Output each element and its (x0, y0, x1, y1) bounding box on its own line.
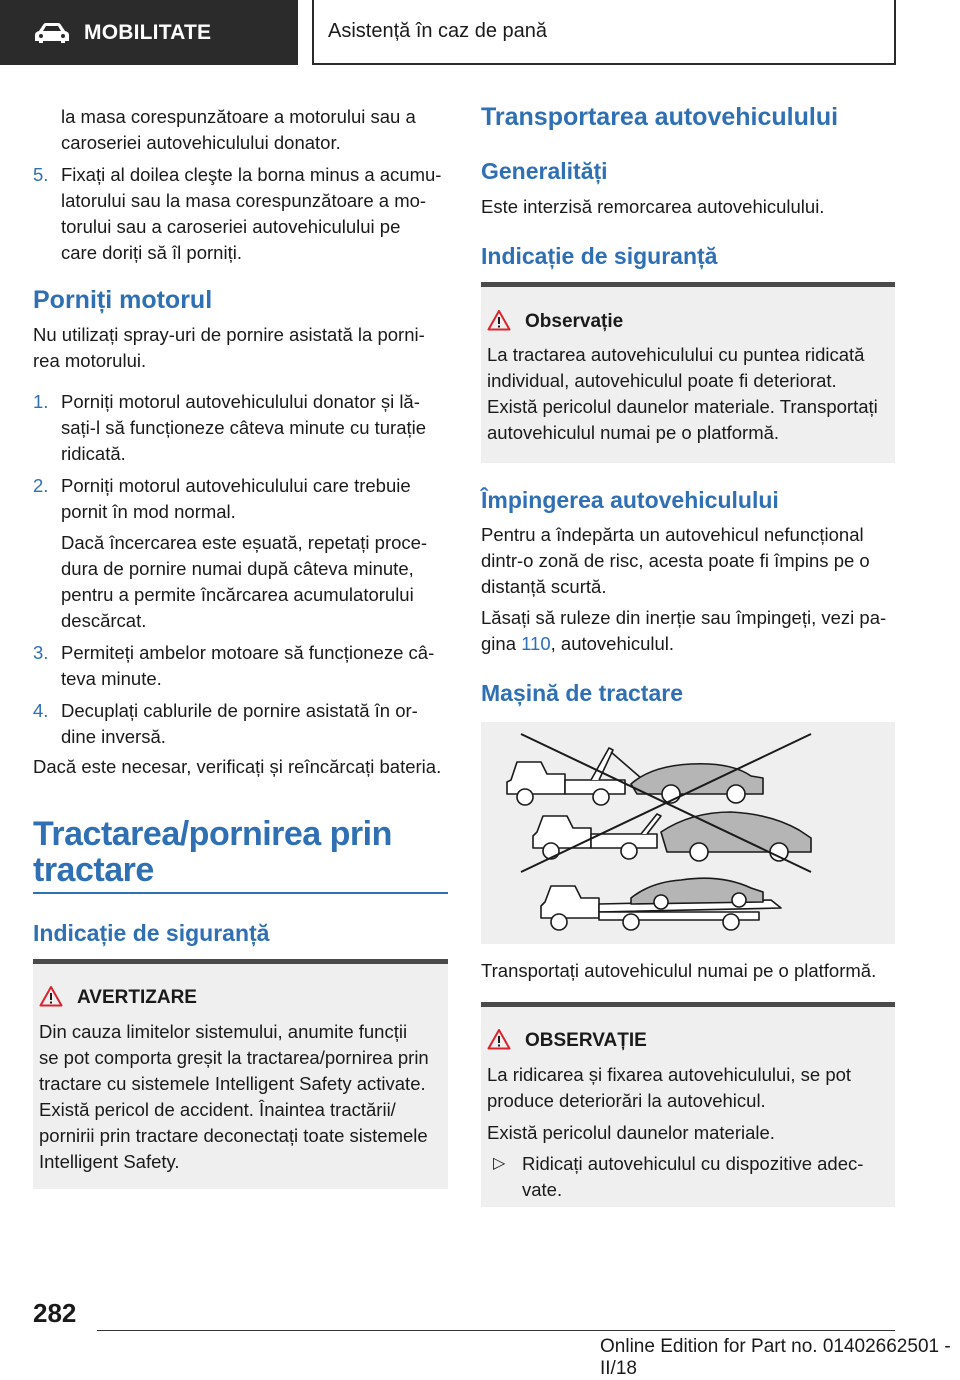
notice-line: individual, autovehiculul poate fi deteriorat. (487, 370, 837, 391)
notice-line: Există pericolul daunelor materiale. Transportați (487, 396, 878, 417)
chapter-header (312, 0, 896, 65)
figure-caption: Transportați autovehiculul numai pe o platformă. (481, 960, 877, 981)
general-heading: Generalități (481, 158, 608, 184)
towtruck-heading: Mașină de tractare (481, 680, 683, 706)
step-line: Permiteți ambelor motoare să funcționeze câ- (61, 642, 435, 663)
warning-line: Există pericol de accident. Înaintea tractării/ (39, 1099, 396, 1120)
step-line: dura de pornire numai după câteva minute, (61, 558, 414, 579)
general-text: Este interzisă remorcarea autovehiculului. (481, 196, 825, 217)
bullet-line: Ridicați autovehiculul cu dispozitive adec- (522, 1153, 864, 1174)
push-heading: Împingerea autovehiculului (481, 487, 779, 513)
safety-heading: Indicație de siguranță (33, 920, 270, 946)
car-icon (34, 22, 70, 44)
push-ref-prefix: gina (481, 633, 522, 654)
warning-line: pornirii prin tractare deconectați toate sistemele (39, 1125, 428, 1146)
push-line: Pentru a îndepărta un autovehicul nefuncțional (481, 524, 864, 545)
push-line: dintr-o zonă de risc, acesta poate fi împins pe o (481, 550, 870, 571)
warning-triangle-icon (487, 1028, 511, 1050)
tow-heading: tractare (33, 851, 154, 889)
notice-title: OBSERVAȚIE (525, 1030, 647, 1051)
step-line: teva minute. (61, 668, 162, 689)
step-number: 3. (33, 642, 49, 663)
step-line: Decuplați cablurile de pornire asistată în or- (61, 700, 418, 721)
tow-heading: Tractarea/pornirea prin (33, 815, 392, 853)
step-line: torului sau a caroseriei autovehiculului pe (61, 216, 401, 237)
step-line: care doriți să îl porniți. (61, 242, 242, 263)
notice-line: La tractarea autovehiculului cu puntea ridicată (487, 344, 865, 365)
warning-title: AVERTIZARE (77, 987, 197, 1008)
push-ref-suffix: , autovehiculul. (550, 633, 675, 654)
page-link[interactable]: 110 (521, 633, 551, 654)
warning-triangle-icon (487, 309, 511, 331)
start-engine-heading: Porniți motorul (33, 286, 213, 314)
step-line: Fixați al doilea cleşte la borna minus a acumu- (61, 164, 442, 185)
step-line: Porniți motorul autovehiculului donator și lă- (61, 391, 420, 412)
push-line: distanță scurtă. (481, 576, 607, 597)
page-number: 282 (33, 1298, 77, 1328)
step-line: descărcat. (61, 610, 147, 631)
step-line: latorului sau la masa corespunzătoare a mo- (61, 190, 427, 211)
step-line: pentru a permite încărcarea acumulatorului (61, 584, 414, 605)
warning-line: Intelligent Safety. (39, 1151, 180, 1172)
notice-line: La ridicarea și fixarea autovehiculului, se pot (487, 1064, 852, 1085)
notice-line: produce deteriorări la autovehicul. (487, 1090, 766, 1111)
closing-text: Dacă este necesar, verificați și reîncărcați bateria. (33, 756, 442, 777)
step-line: Dacă încercarea este eșuată, repetați proce- (61, 532, 428, 553)
section-tab[interactable] (0, 0, 298, 65)
step-number: 5. (33, 164, 49, 185)
notice-title: Observație (525, 311, 624, 332)
step-number: 1. (33, 391, 49, 412)
step-number: 4. (33, 700, 49, 721)
step-number: 2. (33, 475, 49, 496)
transport-heading: Transportarea autovehiculului (481, 103, 839, 131)
warning-line: tractare cu sistemele Intelligent Safety activate. (39, 1073, 426, 1094)
bullet-icon: ▷ (493, 1155, 506, 1172)
footer-rule (97, 1330, 895, 1331)
step-line: pornit în mod normal. (61, 501, 236, 522)
edition-text: Online Edition for Part no. 01402662501 - II/18 (600, 1336, 951, 1379)
push-ref-line (481, 631, 674, 657)
warning-triangle-icon (39, 985, 63, 1007)
push-ref-line: Lăsați să ruleze din inerție sau împingeți, vezi pa- (481, 607, 887, 628)
towing-illustration (481, 722, 895, 944)
step-line: ridicată. (61, 443, 126, 464)
notice-line: Există pericolul daunelor materiale. (487, 1122, 775, 1143)
bullet-line: vate. (522, 1179, 563, 1200)
notice-line: autovehiculul numai pe o platformă. (487, 422, 780, 443)
intro-line: la masa corespunzătoare a motorului sau a (61, 106, 416, 127)
safety-heading: Indicație de siguranță (481, 243, 718, 269)
heading-rule (33, 892, 448, 894)
start-intro-line: Nu utilizați spray-uri de pornire asistată la porni- (33, 324, 425, 345)
chapter-title: Asistență în caz de pană (328, 20, 548, 42)
step-line: Porniți motorul autovehiculului care trebuie (61, 475, 411, 496)
warning-line: Din cauza limitelor sistemului, anumite funcții (39, 1021, 408, 1042)
step-line: dine inversă. (61, 726, 166, 747)
intro-line: caroseriei autovehiculului donator. (61, 132, 341, 153)
section-title: MOBILITATE (84, 20, 212, 44)
start-intro-line: rea motorului. (33, 350, 147, 371)
warning-line: se pot comporta greșit la tractarea/pornirea prin (39, 1047, 429, 1068)
step-line: sați-l să funcționeze câteva minute cu turație (61, 417, 427, 438)
